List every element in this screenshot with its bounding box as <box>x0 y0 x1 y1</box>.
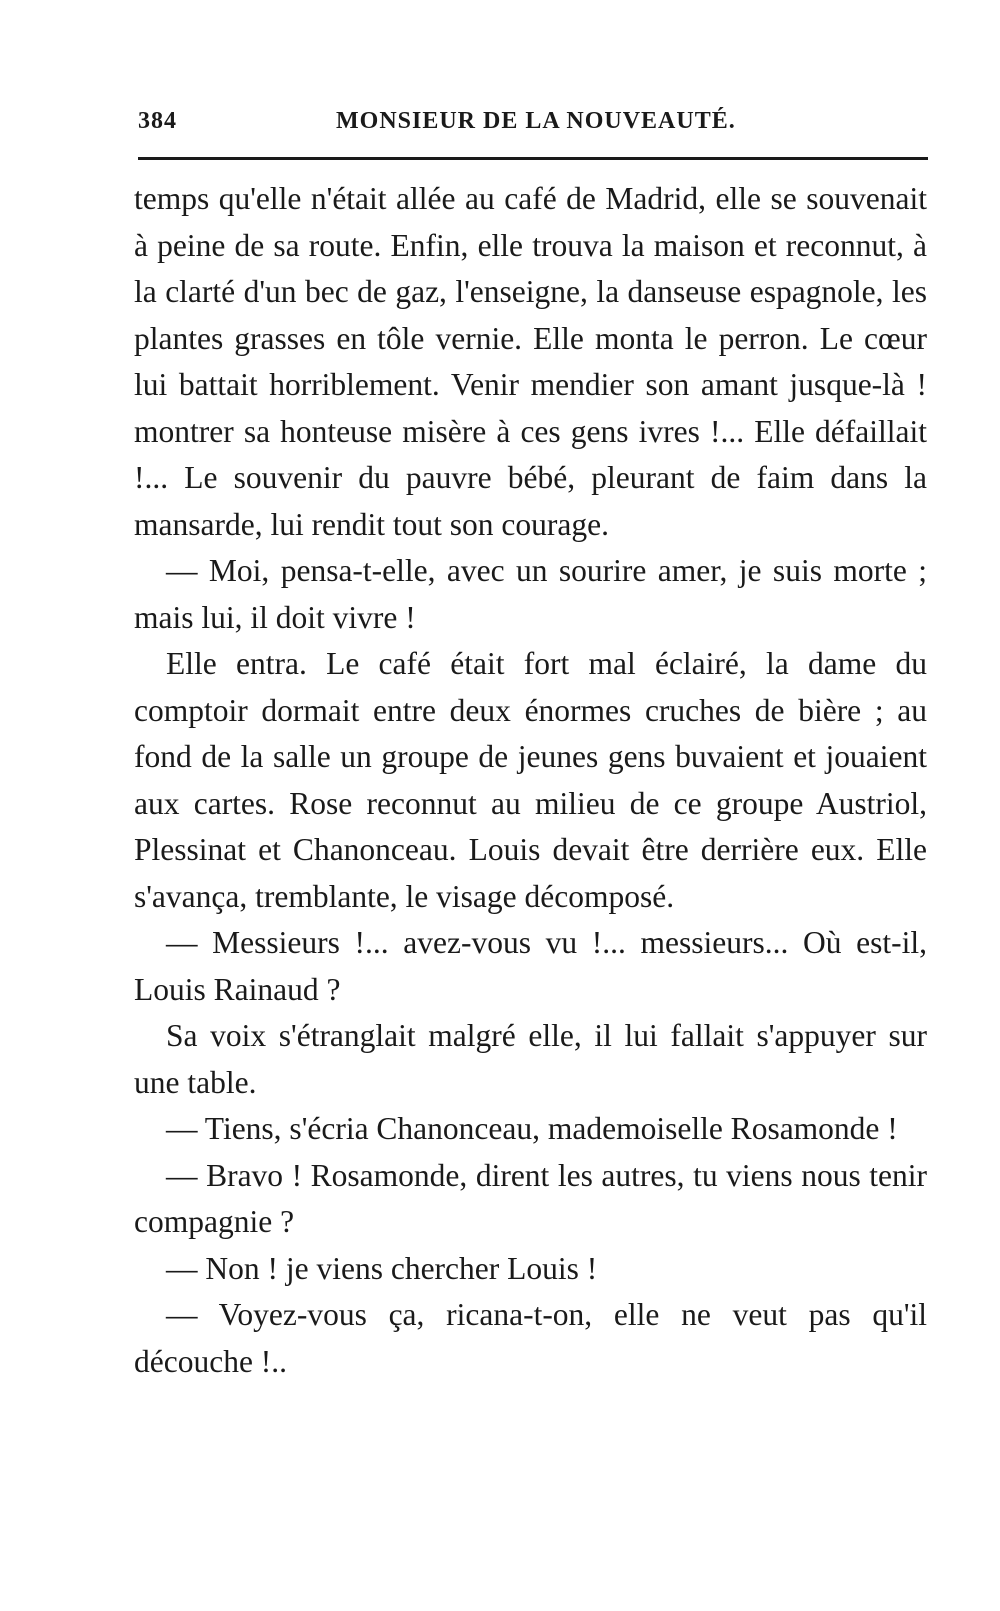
paragraph-dialogue: — Moi, pensa-t-elle, avec un sourire amer, je suis morte ; mais lui, il doit vivre ! <box>134 553 927 635</box>
paragraph-dialogue: — Bravo ! Rosamonde, dirent les autres, tu viens nous tenir compagnie ? <box>134 1157 927 1239</box>
paragraph-dialogue: — Tiens, s'écria Chanonceau, mademoiselle Rosamonde ! <box>166 1111 898 1146</box>
running-title: MONSIEUR DE LA NOUVEAUTÉ. <box>336 108 736 134</box>
body-text <box>134 176 927 1385</box>
paragraph-narrative: Sa voix s'étranglait malgré elle, il lui fallait s'appuyer sur une table. <box>134 1018 927 1100</box>
page-number: 384 <box>138 108 177 134</box>
paragraph-dialogue: — Voyez-vous ça, ricana-t-on, elle ne veut pas qu'il découche !.. <box>134 1297 927 1379</box>
paragraph-dialogue: — Non ! je viens chercher Louis ! <box>166 1250 598 1286</box>
paragraph-continuation: temps qu'elle n'était allée au café de Madrid, elle se souvenait à peine de sa route. Enfin, elle trouva la maison et reconnut, à la clarté d'un bec de gaz, l'enseigne, la danseuse espagnole, les plantes grasses en tôle vernie. Elle monta le perron. Le cœur lui battait horriblement. Venir mendier son amant jusque-là ! montrer sa honteuse misère à ces gens ivres !... Elle défaillait !... Le souvenir du pauvre bébé, pleurant de faim dans la mansarde, lui rendit tout son courage. <box>134 181 927 542</box>
header-rule <box>138 157 928 160</box>
page-header <box>138 108 928 144</box>
paragraph-dialogue: — Messieurs !... avez-vous vu !... messieurs... Où est-il, Louis Rainaud ? <box>134 925 927 1007</box>
paragraph-narrative: Elle entra. Le café était fort mal éclairé, la dame du comptoir dormait entre deux énormes cruches de bière ; au fond de la salle un groupe de jeunes gens buvaient et jouaient aux cartes. Rose reconnut au milieu de ce groupe Austriol, Plessinat et Chanonceau. Louis devait être derrière eux. Elle s'avança, tremblante, le visage décomposé. <box>134 646 927 914</box>
